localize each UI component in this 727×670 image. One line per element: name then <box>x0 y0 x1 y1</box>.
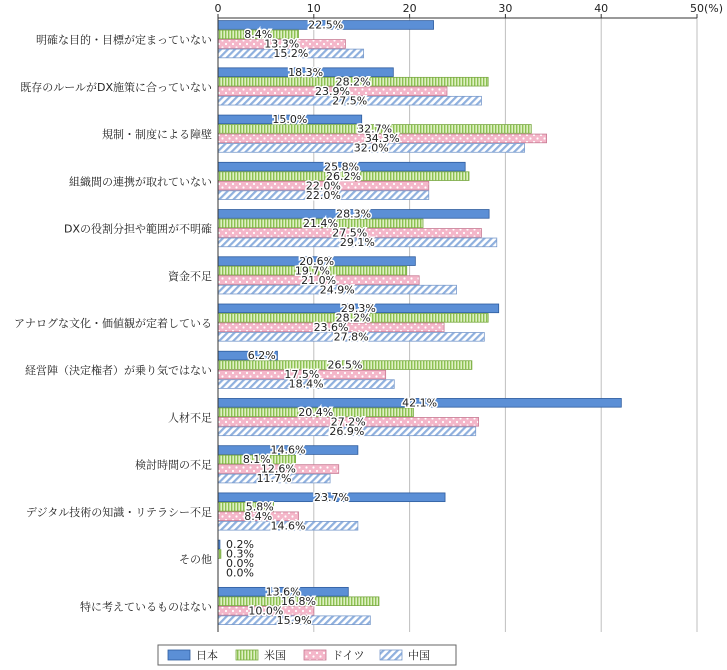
value-label: 27.5% <box>332 94 368 108</box>
legend-label: 中国 <box>408 649 430 662</box>
value-label: 12.6% <box>260 462 296 476</box>
category-label: 明確な目的・目標が定まっていない <box>36 33 212 47</box>
value-label: 10.0% <box>248 604 284 618</box>
category-label: 既存のルールがDX施策に合っていない <box>20 80 212 94</box>
value-label: 28.2% <box>335 75 371 89</box>
value-label: 0.0% <box>226 566 254 580</box>
value-label: 14.6% <box>270 443 306 457</box>
value-label: 15.0% <box>272 113 308 127</box>
value-label: 21.0% <box>301 273 337 287</box>
legend-swatch <box>380 650 402 660</box>
category-label: 検討時間の不足 <box>135 458 212 472</box>
value-label: 0.2% <box>226 538 254 552</box>
category-label: デジタル技術の知識・リテラシー不足 <box>25 505 212 519</box>
value-label: 14.6% <box>270 519 306 533</box>
value-label: 5.8% <box>245 500 274 514</box>
x-tick-label: 10 <box>306 2 321 15</box>
value-label: 20.6% <box>299 254 335 268</box>
x-tick-label: 40 <box>594 2 609 15</box>
x-tick-label: 20 <box>402 2 417 15</box>
value-label: 8.4% <box>244 28 273 42</box>
value-label: 15.2% <box>273 47 309 61</box>
category-label: DXの役割分担や範囲が不明確 <box>63 222 212 236</box>
legend <box>158 645 456 665</box>
value-label: 26.5% <box>327 358 363 372</box>
value-label: 18.4% <box>288 377 324 391</box>
value-label: 0.3% <box>226 547 254 561</box>
value-label: 28.3% <box>336 207 372 221</box>
value-label: 24.9% <box>319 283 355 297</box>
value-label: 21.4% <box>303 217 338 231</box>
value-label: 0.0% <box>226 557 254 571</box>
x-tick-label: 50 <box>690 2 704 15</box>
value-label: 23.9% <box>315 84 350 98</box>
x-tick-label: 0 <box>214 2 222 15</box>
x-tick-label: 30 <box>498 2 513 15</box>
category-label: 組織間の連携が取れていない <box>69 175 212 189</box>
x-axis <box>215 2 724 18</box>
value-label: 8.4% <box>244 509 273 523</box>
value-label: 22.0% <box>305 188 341 202</box>
value-label: 32.7% <box>357 122 393 136</box>
value-label: 23.6% <box>313 321 349 334</box>
value-label: 27.2% <box>330 415 366 429</box>
value-label: 22.0% <box>305 179 341 193</box>
value-label: 13.3% <box>264 37 300 51</box>
legend-swatch <box>168 650 190 660</box>
legend-label: 日本 <box>196 649 218 662</box>
value-label: 6.2% <box>247 349 276 363</box>
value-label: 29.3% <box>340 302 376 315</box>
value-label: 13.6% <box>265 585 301 599</box>
x-axis-unit: (%) <box>704 2 724 15</box>
value-label: 32.0% <box>353 141 389 155</box>
category-label: その他 <box>179 553 212 567</box>
category-label: 規制・制度による障壁 <box>102 128 212 142</box>
value-label: 19.7% <box>294 264 330 278</box>
legend-swatch <box>304 650 326 660</box>
value-label: 42.1% <box>402 396 438 410</box>
value-label: 26.2% <box>326 169 361 183</box>
value-label: 27.8% <box>333 330 369 344</box>
value-label: 18.3% <box>288 65 324 79</box>
category-labels <box>14 33 212 614</box>
value-label: 34.3% <box>364 132 400 146</box>
legend-swatch <box>236 650 258 660</box>
bars <box>218 18 621 625</box>
value-label: 11.7% <box>256 472 292 486</box>
category-label: 資金不足 <box>168 269 212 283</box>
value-label: 8.1% <box>242 453 271 467</box>
value-label: 28.2% <box>335 311 371 325</box>
value-label: 27.5% <box>332 226 368 240</box>
legend-label: 米国 <box>264 649 286 662</box>
value-label: 23.7% <box>314 490 349 504</box>
value-label: 29.1% <box>339 236 375 250</box>
category-label: 経営陣（決定権者）が乗り気ではない <box>25 364 212 378</box>
value-label: 25.8% <box>324 160 360 174</box>
value-label: 22.5% <box>308 18 344 32</box>
value-label: 15.9% <box>276 613 312 627</box>
category-label: 人材不足 <box>168 411 212 425</box>
value-label: 20.4% <box>298 405 334 419</box>
category-label: 特に考えているものはない <box>80 600 212 614</box>
value-label: 17.5% <box>284 368 320 382</box>
value-label: 16.8% <box>280 594 316 608</box>
value-label: 26.9% <box>329 424 365 438</box>
category-label: アナログな文化・価値観が定着している <box>14 317 212 330</box>
legend-label: ドイツ <box>332 649 365 662</box>
